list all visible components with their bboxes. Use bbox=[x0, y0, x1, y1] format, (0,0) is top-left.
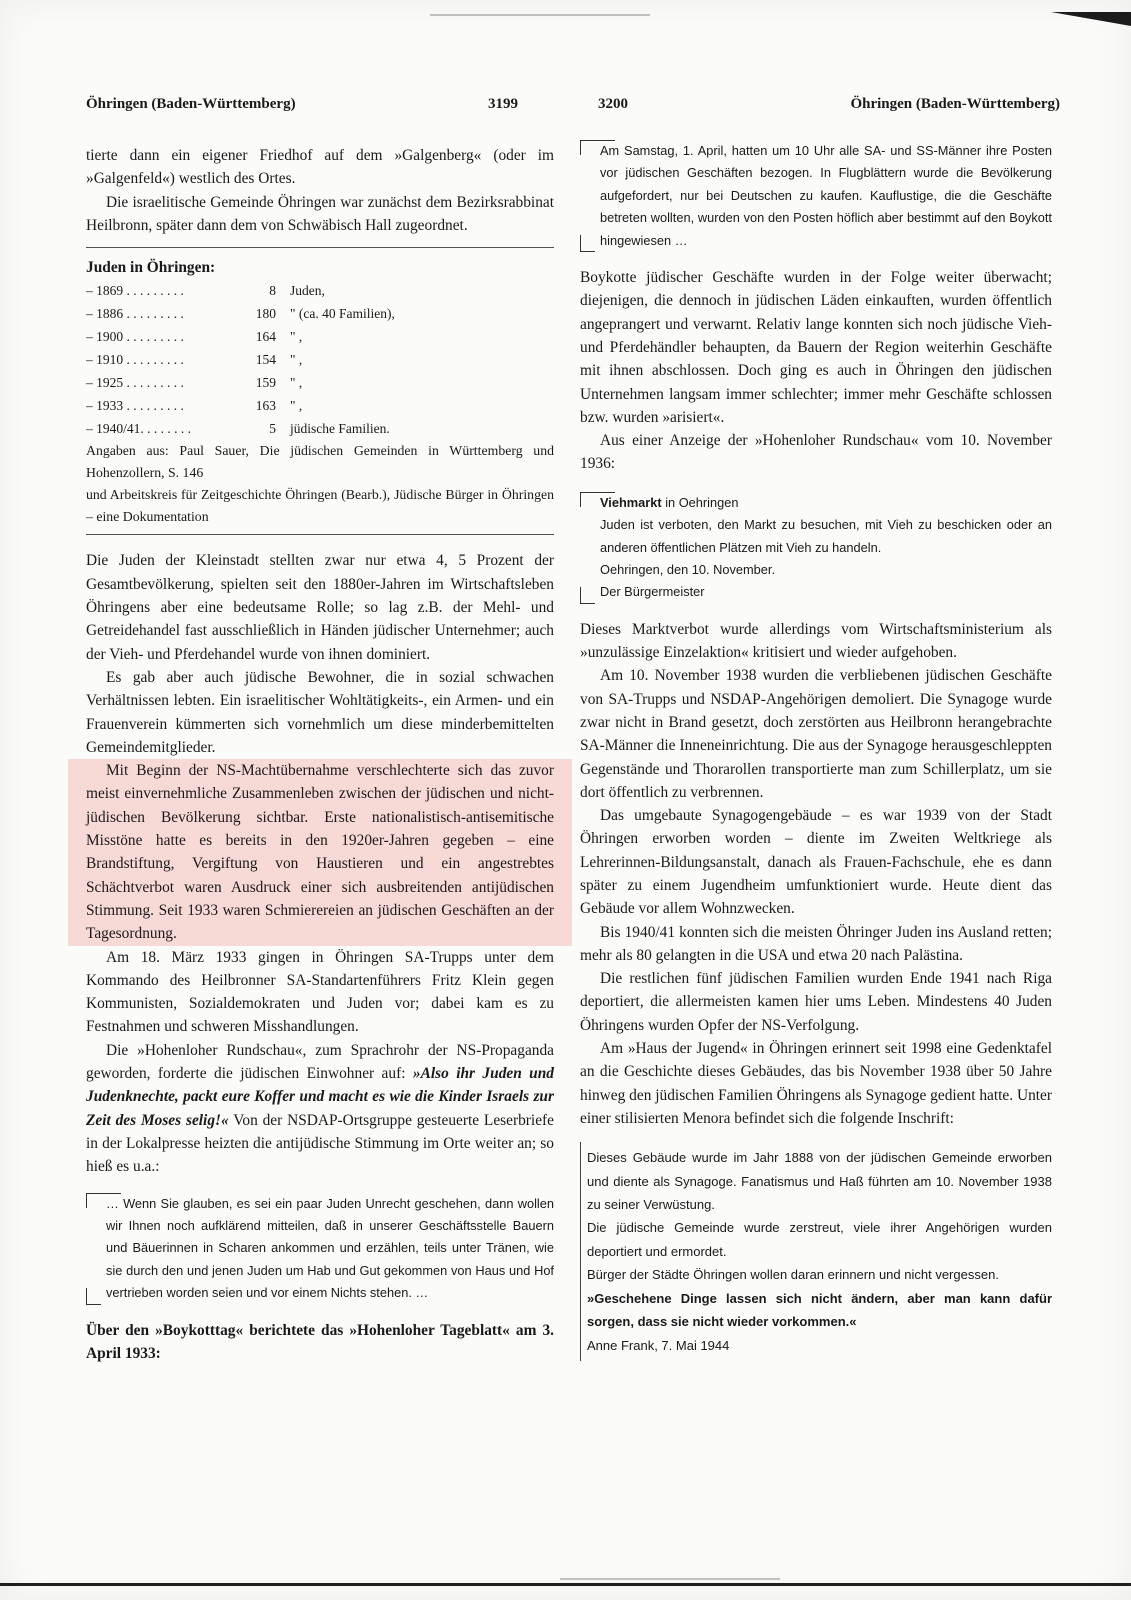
rundschau-quote: »Also ihr Juden und Judenknechte, packt eure Koffer und macht es wie die Kinder Israels zur Zeit des Moses selig!« bbox=[86, 1065, 554, 1129]
left-column bbox=[86, 144, 554, 1365]
table-source-1: Angaben aus: Paul Sauer, Die jüdischen Gemeinden in Württemberg und Hohenzollern, S. 146 bbox=[86, 443, 554, 481]
plaque-author: Anne Frank, 7. Mai 1944 bbox=[587, 1337, 730, 1353]
scan-line-bottom bbox=[0, 1583, 1131, 1586]
body-paragraph-13: Am »Haus der Jugend« in Öhringen erinnert seit 1998 eine Gedenktafel an die Geschichte dieses Gebäudes, das bis November 1938 über 50 Jahre hinweg den jüdischen Familien Öhringens als Synagoge gedient hatte. Unter einer stilisierten Menora befindet sich die folgende Inschrift: bbox=[580, 1040, 1052, 1127]
scan-line-bottom-faint bbox=[560, 1578, 780, 1580]
left-running-title: Öhringen (Baden-Württemberg) bbox=[86, 96, 296, 112]
letter-quote-text: … Wenn Sie glauben, es sei ein paar Juden Unrecht geschehen, dann wollen wir Ihnen noch aufklärend mitteilen, daß in unserer Geschäftsstelle Bauern und Bäuerinnen in Scharen ankommen und erzählen, teils unter Tränen, wie sie durch den und jenen Juden um Hab und Gut gekommen von Haus und Hof vertrieben worden seien und vor einem Nichts stehen. … bbox=[106, 1195, 554, 1301]
table-row: – 1940/41. . . . . . . . 5 jüdische Familien. bbox=[86, 421, 390, 437]
plaque-text-1: Dieses Gebäude wurde im Jahr 1888 von der jüdischen Gemeinde erworben und diente als Synagoge. Fanatismus und Haß führten am 10. November 1938 zu seiner Verwüstung. bbox=[587, 1150, 1052, 1213]
bracket-bottom bbox=[580, 235, 595, 252]
table-bottom-rule bbox=[86, 534, 554, 535]
scan-line-top bbox=[430, 14, 650, 16]
body-paragraph-4: Am 18. März 1933 gingen in Öhringen SA-Trupps unter dem Kommando des Heilbronner SA-Standartenführers Fritz Klein gegen Kommunisten, Sozialdemokraten und Juden vor; dabei kam es zu Festnahmen und schweren Misshandlungen. bbox=[86, 948, 554, 1036]
body-paragraph-9: Am 10. November 1938 wurden die verbliebenen jüdischen Geschäfte von SA-Trupps und NSDAP-Angehörigen demoliert. Die Synagoge wurde zwar nicht in Brand gesetzt, doch zerstörten aus Heilbronn herangebrachte SA-Männer die Inneneinrichtung. Die aus der Synagoge herausgeschleppten Gegenstände und Thorarollen transportierte man zum Schillerplatz, um sie dort öffentlich zu verbrennen. bbox=[580, 667, 1052, 801]
population-table bbox=[86, 279, 554, 440]
table-source-2: und Arbeitskreis für Zeitgeschichte Öhringen (Bearb.), Jüdische Bürger in Öhringen – eine Dokumentation bbox=[86, 487, 554, 525]
body-paragraph-10: Das umgebaute Synagogengebäude – es war 1939 von der Stadt Öhringen erworben worden – diente im Zweiten Weltkriege als Lehrerinnen-Bildungsanstalt, danach als Frauen-Fachschule, ehe es dann später zu einem Jugendheim umfunktioniert wurde. Heute dient das Gebäude vor allem Wohnzwecken. bbox=[580, 807, 1052, 918]
body-paragraph-2: Es gab aber auch jüdische Bewohner, die in sozial schwachen Verhältnissen lebten. Ein israelitischer Wohltätigkeits-, ein Armen- und ein Frauenverein kümmerten sich vornehmlich um diese minderbemittelten Gemeindemitglieder. bbox=[86, 668, 554, 756]
page-corner bbox=[1051, 12, 1131, 26]
body-paragraph-7: Aus einer Anzeige der »Hohenloher Rundschau« vom 10. November 1936: bbox=[580, 432, 1052, 473]
plaque-text-3: Bürger der Städte Öhringen wollen daran erinnern und nicht vergessen. bbox=[587, 1267, 999, 1283]
intro-paragraph-1: tierte dann ein eigener Friedhof auf dem »Galgenberg« (oder im »Galgenfeld«) westlich des Ortes. bbox=[86, 147, 554, 188]
highlighted-passage bbox=[68, 759, 572, 945]
right-running-title: Öhringen (Baden-Württemberg) bbox=[850, 96, 1060, 112]
body-paragraph-12: Die restlichen fünf jüdischen Familien wurden Ende 1941 nach Riga deportiert, die allermeisten kamen hier ums Leben. Mindestens 40 Juden Öhringens wurden Opfer der NS-Verfolgung. bbox=[580, 970, 1052, 1034]
bracket-top bbox=[580, 492, 615, 507]
table-row: – 1869 . . . . . . . . . 8 Juden, bbox=[86, 283, 325, 299]
ad-title: Viehmarkt in Oehringen bbox=[600, 494, 739, 510]
table-row: – 1886 . . . . . . . . . 180 " (ca. 40 Familien), bbox=[86, 306, 395, 322]
bracket-bottom bbox=[580, 587, 595, 604]
ad-signature: Der Bürgermeister bbox=[600, 584, 705, 600]
memorial-plaque bbox=[580, 1142, 1052, 1361]
left-page-number: 3199 bbox=[488, 96, 518, 112]
boykott-quote-text: Am Samstag, 1. April, hatten um 10 Uhr alle SA- und SS-Männer ihre Posten vor jüdischen Geschäften bezogen. In Flugblättern wurde die Bevölkerung aufgefordert, nur bei Deutschen zu kaufen. Kauflustige, die die Geschäfte betreten wollten, wurden von den Posten höflich aber bestimmt auf den Boykott hingewiesen … bbox=[600, 143, 1052, 248]
body-paragraph-1: Die Juden der Kleinstadt stellten zwar nur etwa 4, 5 Prozent der Gesamtbevölkerung, spielten seit den 1880er-Jahren im Wirtschaftsleben Öhringens aber eine bedeutsame Rolle; so lag z.B. der Mehl- und Getreidehandel fast ausschließlich in Händen jüdischer Unternehmer; auch der Vieh- und Pferdehandel wurde von ihnen dominiert. bbox=[86, 552, 554, 663]
right-page-number: 3200 bbox=[598, 96, 628, 112]
ad-body: Juden ist verboten, den Markt zu besuchen, mit Vieh zu beschicken oder an anderen öffentlichen Plätzen mit Vieh zu handeln. bbox=[600, 517, 1052, 555]
plaque-quote: »Geschehene Dinge lassen sich nicht ändern, aber man kann dafür sorgen, dass sie nicht wieder vorkommen.« bbox=[587, 1290, 1052, 1330]
letter-quote-block bbox=[86, 1193, 554, 1305]
body-paragraph-11: Bis 1940/41 konnten sich die meisten Öhringer Juden ins Ausland retten; mehr als 80 gelangten in die USA und etwa 20 nach Palästina. bbox=[580, 923, 1052, 964]
body-paragraph-3: Mit Beginn der NS-Machtübernahme verschlechterte sich das zuvor meist einvernehmliche Zusammenleben zwischen der jüdischen und nicht-jüdischen Bevölkerung sichtbar. Erste nationalistisch-antisemitische Misstöne hatte es bereits in den 1920er-Jahren gegeben – eine Brandstiftung, Vergiftung von Haustieren und ein angestrebtes Schächtverbot waren Ausdruck einer sich ausbreitenden antijüdischen Stimmung. Seit 1933 waren Schmierereien an jüdischen Geschäften an der Tagesordnung. bbox=[86, 762, 554, 943]
boykott-intro: Über den »Boykotttag« berichtete das »Hohenloher Tageblatt« am 3. April 1933: bbox=[86, 1321, 554, 1362]
bracket-top bbox=[86, 1193, 121, 1208]
plaque-text-2: Die jüdische Gemeinde wurde zerstreut, viele ihrer Angehörigen wurden deportiert und ermordet. bbox=[587, 1220, 1052, 1259]
body-paragraph-6: Boykotte jüdischer Geschäfte wurden in der Folge weiter überwacht; diejenigen, die dennoch in jüdischen Läden einkauften, wurden öffentlich angeprangert und verwarnt. Relativ lange konnten sich noch jüdische Vieh- und Pferdehändler behaupten, da Bauern der Region weiterhin Geschäfte mit ihnen abschlossen. Doch ging es auch in Öhringen den jüdischen Unternehmen langsam immer schlechter; immer mehr Geschäfte schlossen bzw. wurden »arisiert«. bbox=[580, 269, 1052, 426]
table-row: – 1933 . . . . . . . . . 163 " , bbox=[86, 398, 303, 414]
intro-paragraph-2: Die israelitische Gemeinde Öhringen war zunächst dem Bezirksrabbinat Heilbronn, später dann dem von Schwäbisch Hall zugeordnet. bbox=[86, 193, 554, 234]
boykott-quote-block bbox=[580, 140, 1052, 252]
table-top-rule bbox=[86, 247, 554, 248]
right-column bbox=[580, 140, 1052, 1361]
population-table-title: Juden in Öhringen: bbox=[86, 259, 216, 277]
table-row: – 1900 . . . . . . . . . 164 " , bbox=[86, 329, 303, 345]
bracket-bottom bbox=[86, 1288, 101, 1305]
ad-date: Oehringen, den 10. November. bbox=[600, 561, 776, 577]
table-row: – 1925 . . . . . . . . . 159 " , bbox=[86, 375, 303, 391]
table-row: – 1910 . . . . . . . . . 154 " , bbox=[86, 352, 303, 368]
body-paragraph-5: Die »Hohenloher Rundschau«, zum Sprachrohr der NS-Propaganda geworden, forderte die jüdischen Einwohner auf: »Also ihr Juden und Judenknechte, packt eure Koffer und macht es wie die Kinder Israels zur Zeit des Moses selig!« Von der NSDAP-Ortsgruppe gesteuerte Leserbriefe in der Lokalpresse heizten die antijüdische Stimmung im Orte weiter an; so hieß es u.a.: bbox=[86, 1041, 554, 1176]
body-paragraph-8: Dieses Marktverbot wurde allerdings vom Wirtschaftsministerium als »unzulässige Einzelaktion« kritisiert und wieder aufgehoben. bbox=[580, 620, 1052, 662]
market-ad-block bbox=[580, 492, 1052, 604]
bracket-top bbox=[580, 140, 615, 155]
